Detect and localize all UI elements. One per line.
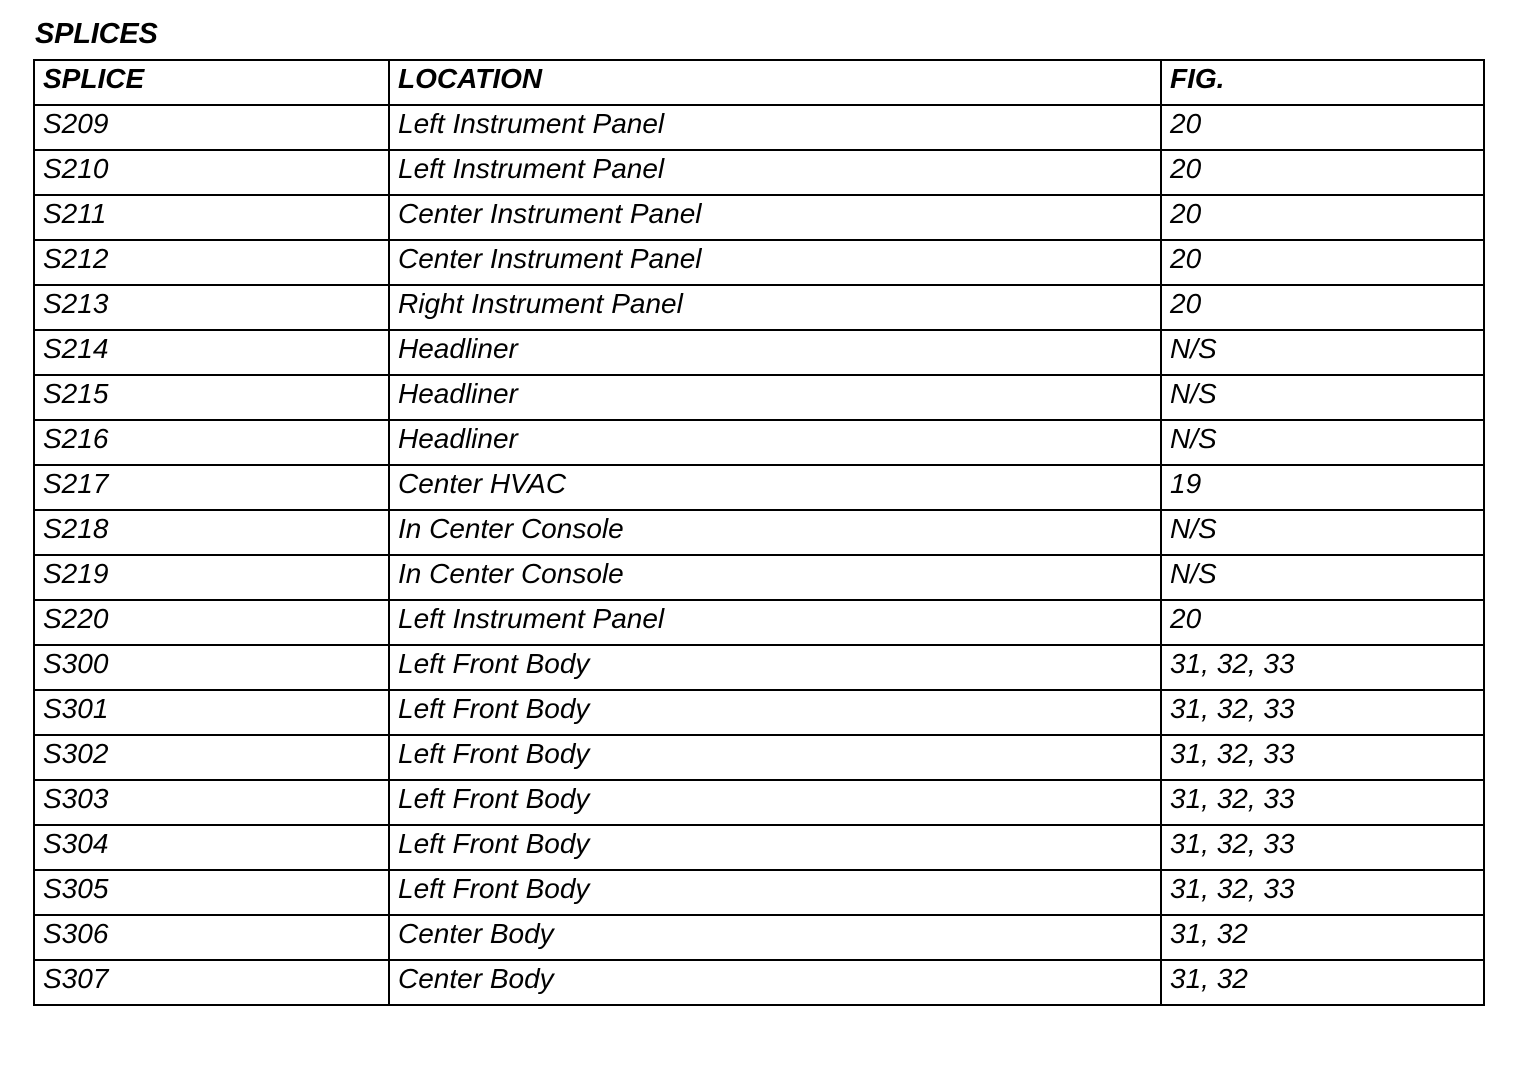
location-cell: Center HVAC <box>389 465 1161 510</box>
splice-cell: S303 <box>34 780 389 825</box>
location-cell: Left Front Body <box>389 645 1161 690</box>
location-cell: Left Instrument Panel <box>389 150 1161 195</box>
table-row <box>34 825 1484 870</box>
location-cell: Left Front Body <box>389 780 1161 825</box>
splice-cell: S218 <box>34 510 389 555</box>
splice-cell: S305 <box>34 870 389 915</box>
location-cell: In Center Console <box>389 555 1161 600</box>
fig-cell: N/S <box>1161 375 1484 420</box>
location-cell: Headliner <box>389 420 1161 465</box>
fig-cell: 31, 32 <box>1161 915 1484 960</box>
column-header-location: LOCATION <box>389 60 1161 105</box>
fig-cell: N/S <box>1161 330 1484 375</box>
table-row <box>34 465 1484 510</box>
table-row <box>34 645 1484 690</box>
document-title: SPLICES <box>35 18 158 50</box>
table-body <box>34 105 1484 1005</box>
fig-cell: 20 <box>1161 105 1484 150</box>
table-row <box>34 735 1484 780</box>
splice-cell: S216 <box>34 420 389 465</box>
splice-cell: S209 <box>34 105 389 150</box>
splice-cell: S300 <box>34 645 389 690</box>
fig-cell: N/S <box>1161 555 1484 600</box>
splice-cell: S211 <box>34 195 389 240</box>
table-row <box>34 690 1484 735</box>
location-cell: Left Instrument Panel <box>389 105 1161 150</box>
table-row <box>34 915 1484 960</box>
fig-cell: 31, 32, 33 <box>1161 645 1484 690</box>
splice-cell: S214 <box>34 330 389 375</box>
table-header-row <box>34 60 1484 105</box>
table-row <box>34 960 1484 1005</box>
fig-cell: 31, 32, 33 <box>1161 735 1484 780</box>
fig-cell: 20 <box>1161 285 1484 330</box>
location-cell: Headliner <box>389 330 1161 375</box>
location-cell: Left Front Body <box>389 690 1161 735</box>
splice-cell: S212 <box>34 240 389 285</box>
fig-cell: 31, 32, 33 <box>1161 780 1484 825</box>
splices-table <box>33 59 1485 1006</box>
column-header-splice: SPLICE <box>34 60 389 105</box>
splice-cell: S301 <box>34 690 389 735</box>
table-row <box>34 330 1484 375</box>
splice-cell: S306 <box>34 915 389 960</box>
table-row <box>34 285 1484 330</box>
location-cell: Right Instrument Panel <box>389 285 1161 330</box>
table-row <box>34 510 1484 555</box>
table-row <box>34 555 1484 600</box>
table-row <box>34 600 1484 645</box>
splice-cell: S210 <box>34 150 389 195</box>
fig-cell: 31, 32 <box>1161 960 1484 1005</box>
fig-cell: 31, 32, 33 <box>1161 825 1484 870</box>
fig-cell: N/S <box>1161 420 1484 465</box>
fig-cell: 31, 32, 33 <box>1161 870 1484 915</box>
splice-cell: S304 <box>34 825 389 870</box>
table-row <box>34 780 1484 825</box>
fig-cell: 20 <box>1161 195 1484 240</box>
location-cell: Center Instrument Panel <box>389 240 1161 285</box>
location-cell: Center Instrument Panel <box>389 195 1161 240</box>
fig-cell: N/S <box>1161 510 1484 555</box>
location-cell: Left Instrument Panel <box>389 600 1161 645</box>
fig-cell: 19 <box>1161 465 1484 510</box>
location-cell: In Center Console <box>389 510 1161 555</box>
table-row <box>34 375 1484 420</box>
fig-cell: 20 <box>1161 150 1484 195</box>
table-row <box>34 105 1484 150</box>
location-cell: Left Front Body <box>389 870 1161 915</box>
splice-cell: S215 <box>34 375 389 420</box>
splice-cell: S219 <box>34 555 389 600</box>
fig-cell: 20 <box>1161 600 1484 645</box>
location-cell: Left Front Body <box>389 735 1161 780</box>
table-row <box>34 150 1484 195</box>
location-cell: Center Body <box>389 915 1161 960</box>
table-row <box>34 870 1484 915</box>
fig-cell: 20 <box>1161 240 1484 285</box>
splice-cell: S220 <box>34 600 389 645</box>
splice-cell: S213 <box>34 285 389 330</box>
table-row <box>34 240 1484 285</box>
location-cell: Left Front Body <box>389 825 1161 870</box>
location-cell: Center Body <box>389 960 1161 1005</box>
fig-cell: 31, 32, 33 <box>1161 690 1484 735</box>
table-row <box>34 420 1484 465</box>
column-header-fig: FIG. <box>1161 60 1484 105</box>
location-cell: Headliner <box>389 375 1161 420</box>
splice-cell: S307 <box>34 960 389 1005</box>
table-row <box>34 195 1484 240</box>
splice-cell: S217 <box>34 465 389 510</box>
splice-cell: S302 <box>34 735 389 780</box>
